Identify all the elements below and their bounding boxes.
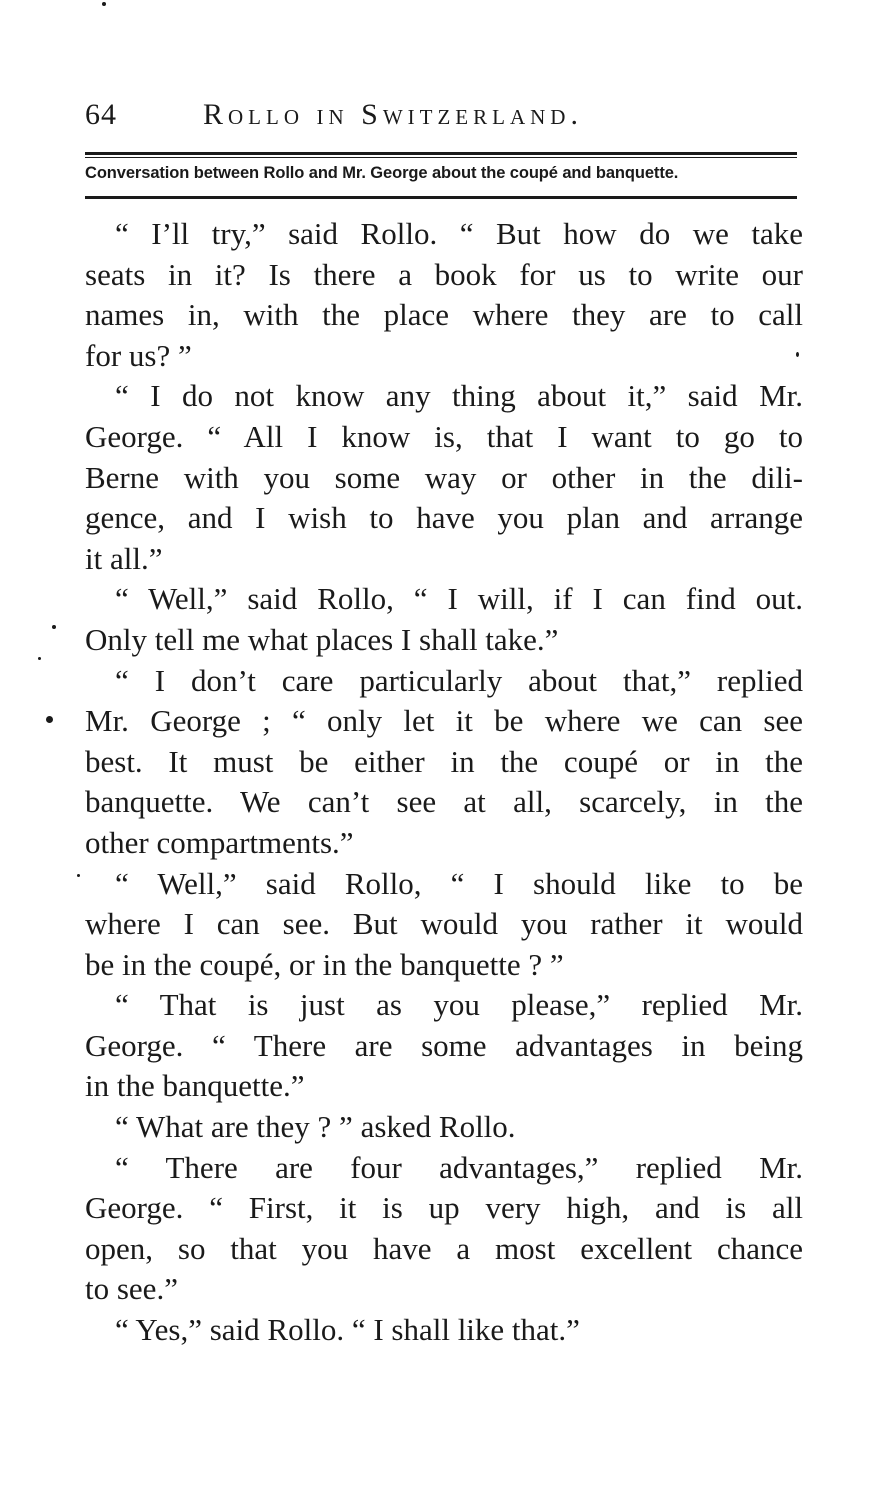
- text-line: best. It must be either in the coupé or in the: [85, 743, 803, 779]
- text-line: “ Well,” said Rollo, “ I should like to be: [115, 865, 803, 901]
- text-line: “ There are four advantages,” replied Mr.: [115, 1149, 803, 1185]
- margin-speck: [46, 716, 53, 723]
- text-line: “ I do not know any thing about it,” said Mr.: [115, 378, 803, 414]
- text-line: Only tell me what places I shall take.”: [85, 621, 559, 657]
- margin-speck: [77, 874, 80, 877]
- page-number: 64: [85, 98, 117, 131]
- text-line: “ That is just as you please,” replied Mr.: [115, 987, 803, 1023]
- text-line: “ Well,” said Rollo, “ I will, if I can find out.: [115, 581, 803, 617]
- body-text: [85, 214, 803, 1351]
- margin-speck: [102, 2, 106, 6]
- text-line: where I can see. But would you rather it would: [85, 906, 803, 942]
- text-line: “ Yes,” said Rollo. “ I shall like that.”: [115, 1312, 580, 1348]
- paragraph: [85, 376, 803, 579]
- text-line: George. “ All I know is, that I want to go to: [85, 418, 803, 454]
- text-line: George. “ There are some advantages in being: [85, 1027, 803, 1063]
- paragraph: [85, 1148, 803, 1310]
- text-line: Berne with you some way or other in the dili-: [85, 459, 803, 495]
- header-rule-thin: [85, 157, 797, 158]
- paragraph: [85, 1310, 803, 1351]
- paragraph: [85, 661, 803, 864]
- running-title: Rollo in Switzerland.: [203, 98, 583, 131]
- header-rule-bottom: [85, 196, 797, 199]
- paragraph: [85, 579, 803, 660]
- chapter-summary: Conversation between Rollo and Mr. George about the coupé and banquette.: [85, 164, 679, 182]
- text-line: in the banquette.”: [85, 1068, 305, 1104]
- paragraph: [85, 864, 803, 986]
- running-head: [85, 98, 805, 142]
- margin-speck: [796, 352, 799, 357]
- text-line: gence, and I wish to have you plan and arrange: [85, 500, 803, 536]
- text-line: Mr. George ; “ only let it be where we can see: [85, 703, 803, 739]
- paragraph: [85, 214, 803, 376]
- text-line: open, so that you have a most excellent chance: [85, 1230, 803, 1266]
- text-line: “ What are they ? ” asked Rollo.: [115, 1109, 516, 1145]
- text-line: “ I don’t care particularly about that,” replied: [115, 662, 803, 698]
- text-line: George. “ First, it is up very high, and is all: [85, 1190, 803, 1226]
- margin-speck: [52, 625, 56, 629]
- text-line: other compartments.”: [85, 824, 354, 860]
- text-line: to see.”: [85, 1271, 178, 1307]
- text-line: it all.”: [85, 540, 163, 576]
- text-line: “ I’ll try,” said Rollo. “ But how do we take: [115, 216, 803, 251]
- text-line: names in, with the place where they are to call: [85, 297, 803, 333]
- paragraph: [85, 1107, 803, 1148]
- paragraph: [85, 985, 803, 1107]
- text-line: for us? ”: [85, 337, 192, 373]
- text-line: be in the coupé, or in the banquette ? ”: [85, 946, 564, 982]
- margin-speck: [38, 657, 41, 660]
- text-line: banquette. We can’t see at all, scarcely, in the: [85, 784, 803, 820]
- text-line: seats in it? Is there a book for us to write our: [85, 256, 803, 292]
- header-rule-top: [85, 152, 797, 155]
